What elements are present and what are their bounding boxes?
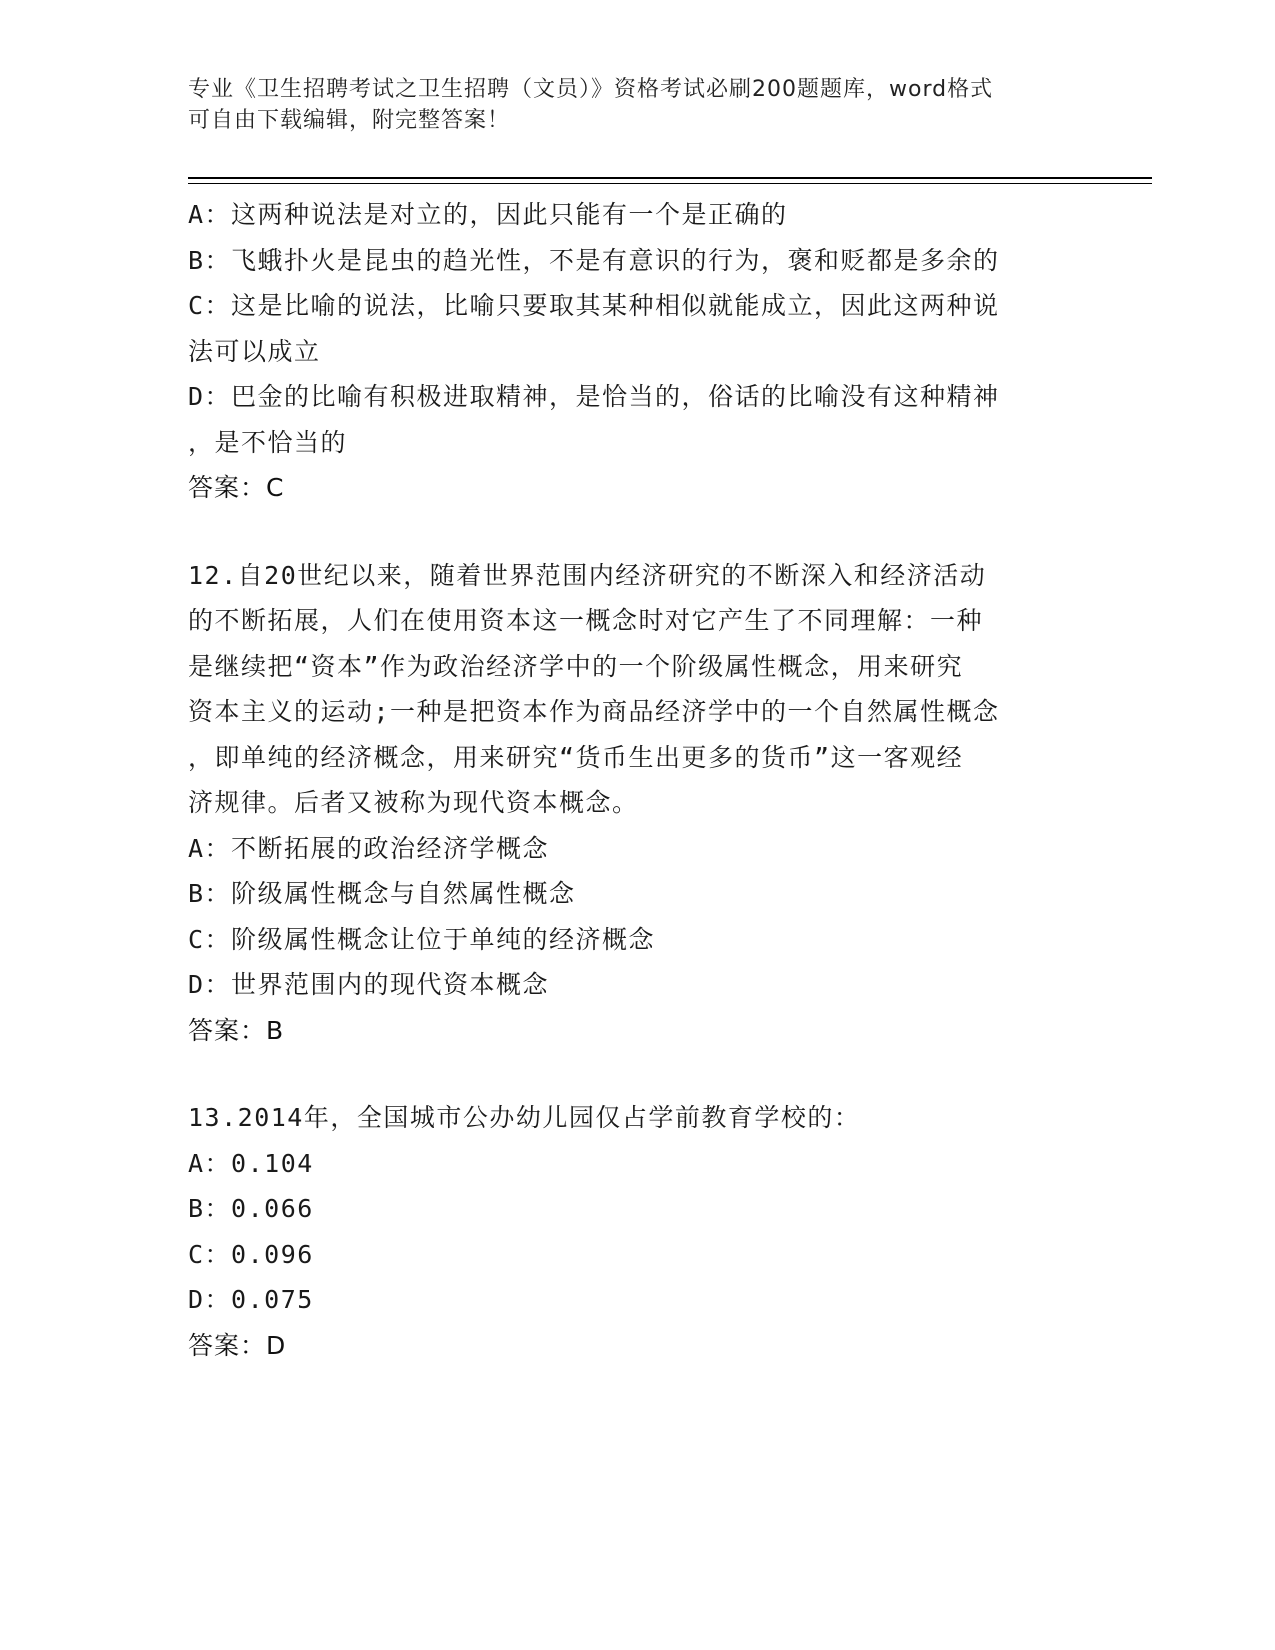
document-body (188, 192, 1088, 1368)
q13-option-b: B：0.066 (188, 1194, 314, 1223)
question-gap (188, 1053, 1088, 1095)
q12-stem-line-1: 12.自20世纪以来，随着世界范围内经济研究的不断深入和经济活动 (188, 560, 987, 590)
q13-option-c: C：0.096 (188, 1239, 314, 1269)
document-header (188, 74, 1088, 136)
q12-stem-line-6: 济规律。后者又被称为现代资本概念。 (188, 788, 639, 817)
question-gap (188, 511, 1088, 553)
q11-option-b: B：飞蛾扑火是昆虫的趋光性，不是有意识的行为，褒和贬都是多余的 (188, 245, 1000, 275)
q11-option-c-line-1: C：这是比喻的说法，比喻只要取其某种相似就能成立，因此这两种说 (188, 291, 1000, 320)
question-12 (188, 553, 1088, 1054)
header-line-1: 专业《卫生招聘考试之卫生招聘（文员）》资格考试必刷200题题库，word格式 (188, 77, 994, 102)
q13-answer: 答案：D (188, 1330, 287, 1360)
header-rule-thin (188, 183, 1152, 184)
q12-stem-line-4: 资本主义的运动;一种是把资本作为商品经济学中的一个自然属性概念 (188, 697, 1000, 726)
q12-stem-line-5: ，即单纯的经济概念，用来研究“货币生出更多的货币”这一客观经 (188, 742, 964, 772)
q12-option-b: B：阶级属性概念与自然属性概念 (188, 879, 576, 908)
q11-option-a: A：这两种说法是对立的，因此只能有一个是正确的 (188, 200, 788, 229)
q12-answer: 答案：B (188, 1015, 285, 1045)
q11-option-d-line-2: ，是不恰当的 (188, 427, 348, 457)
q13-option-d: D：0.075 (188, 1285, 314, 1314)
q12-stem-line-2: 的不断拓展，人们在使用资本这一概念时对它产生了不同理解：一种 (188, 606, 984, 635)
q11-answer: 答案：C (188, 473, 285, 502)
question-13 (188, 1095, 1088, 1368)
q12-option-a: A：不断拓展的政治经济学概念 (188, 833, 550, 863)
q13-option-a: A：0.104 (188, 1148, 314, 1178)
header-rule-thick (188, 177, 1152, 179)
q12-stem-line-3: 是继续把“资本”作为政治经济学中的一个阶级属性概念，用来研究 (188, 651, 964, 681)
header-line-2: 可自由下载编辑，附完整答案！ (188, 108, 511, 133)
q13-stem: 13.2014年，全国城市公办幼儿园仅占学前教育学校的： (188, 1103, 861, 1132)
q11-option-d-line-1: D：巴金的比喻有积极进取精神，是恰当的，俗话的比喻没有这种精神 (188, 382, 1000, 411)
question-11 (188, 192, 1088, 511)
q12-option-c: C：阶级属性概念让位于单纯的经济概念 (188, 924, 656, 954)
q11-option-c-line-2: 法可以成立 (188, 336, 321, 366)
q12-option-d: D：世界范围内的现代资本概念 (188, 970, 550, 999)
